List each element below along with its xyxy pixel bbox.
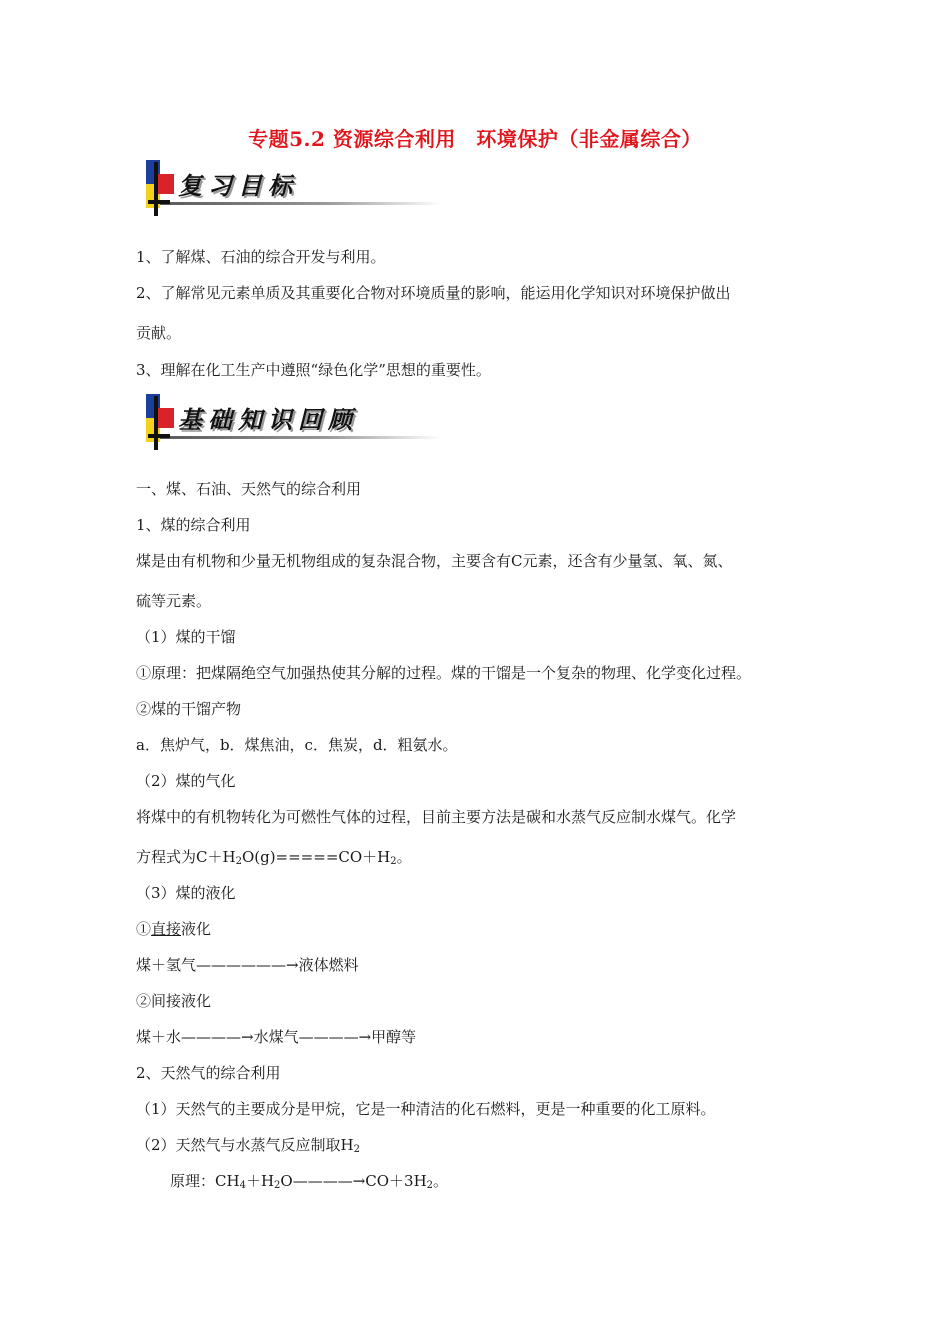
eq-part: ＋H <box>245 1172 275 1190</box>
goal-item-2-cont: 贡献。 <box>136 324 182 342</box>
heading-coal-oil-gas: 一、煤、石油、天然气的综合利用 <box>136 480 362 498</box>
banner-horizontal-tick <box>148 200 170 204</box>
distillation-title: （1）煤的干馏 <box>136 628 236 646</box>
text-part: ① <box>136 920 152 938</box>
banner-horizontal-tick <box>148 434 170 438</box>
banner-red-square <box>158 408 174 428</box>
distillation-products-title: ②煤的干馏产物 <box>136 700 242 718</box>
direct-liquefaction <box>136 919 826 939</box>
gasification-title: （2）煤的气化 <box>136 772 236 790</box>
coal-desc-2: 硫等元素。 <box>136 592 212 610</box>
distillation-products: a．焦炉气，b．煤焦油，c．焦炭，d．粗氨水。 <box>136 736 458 754</box>
eq-part: 。 <box>433 1172 449 1190</box>
goal-item-1: 1、了解煤、石油的综合开发与利用。 <box>136 248 386 266</box>
natural-gas-item-1: （1）天然气的主要成分是甲烷，它是一种清洁的化石燃料，更是一种重要的化工原料。 <box>136 1100 716 1118</box>
banner-vertical-bar <box>154 396 158 450</box>
eq-subscript: 4 <box>239 1180 246 1191</box>
gasification-equation <box>136 847 826 867</box>
text-part: （2）天然气与水蒸气反应制取H <box>136 1136 354 1154</box>
distillation-principle: ①原理：把煤隔绝空气加强热使其分解的过程。煤的干馏是一个复杂的物理、化学变化过程。 <box>136 664 752 682</box>
natural-gas-principle <box>170 1171 860 1191</box>
eq-subscript: 2 <box>353 1144 361 1155</box>
banner-red-square <box>158 174 174 194</box>
eq-part: 。 <box>396 848 412 866</box>
banner-underline <box>152 436 442 439</box>
liquefaction-title: （3）煤的液化 <box>136 884 236 902</box>
banner-vertical-bar <box>154 162 158 216</box>
direct-liquefaction-equation: 煤＋氢气——————→液体燃料 <box>136 956 359 974</box>
gasification-desc: 将煤中的有机物转化为可燃性气体的过程，目前主要方法是碳和水蒸气反应制水煤气。化学 <box>136 808 737 826</box>
eq-subscript: 2 <box>274 1180 281 1191</box>
natural-gas-item-2 <box>136 1135 826 1155</box>
eq-part: O(g)=====CO＋H <box>241 848 391 866</box>
banner-heading: 基础知识回顾 <box>178 405 358 434</box>
eq-subscript: 2 <box>390 856 397 867</box>
coal-desc-1: 煤是由有机物和少量无机物组成的复杂混合物，主要含有C元素，还含有少量氢、氧、氮、 <box>136 552 733 570</box>
indirect-liquefaction-title: ②间接液化 <box>136 992 212 1010</box>
banner-underline <box>152 202 442 205</box>
section-banner-review-goals <box>146 160 446 216</box>
section-banner-basics <box>146 394 446 450</box>
eq-subscript: 2 <box>235 856 242 867</box>
eq-subscript: 2 <box>426 1180 434 1191</box>
eq-part: 原理：CH <box>170 1172 240 1190</box>
banner-heading: 复习目标 <box>178 171 298 200</box>
document-title: 专题5.2 资源综合利用 环境保护（非金属综合） <box>248 127 702 151</box>
eq-part: O————→CO＋3H <box>280 1172 427 1190</box>
text-part: 液化 <box>181 920 212 938</box>
goal-item-3: 3、理解在化工生产中遵照“绿色化学”思想的重要性。 <box>136 361 491 379</box>
indirect-liquefaction-equation: 煤＋水————→水煤气————→甲醇等 <box>136 1028 417 1046</box>
eq-part: 方程式为C＋H <box>136 848 236 866</box>
natural-gas-title: 2、天然气的综合利用 <box>136 1064 281 1082</box>
underlined-text: 直接 <box>151 920 182 938</box>
coal-title: 1、煤的综合利用 <box>136 516 251 534</box>
goal-item-2: 2、了解常见元素单质及其重要化合物对环境质量的影响，能运用化学知识对环境保护做出 <box>136 284 731 302</box>
